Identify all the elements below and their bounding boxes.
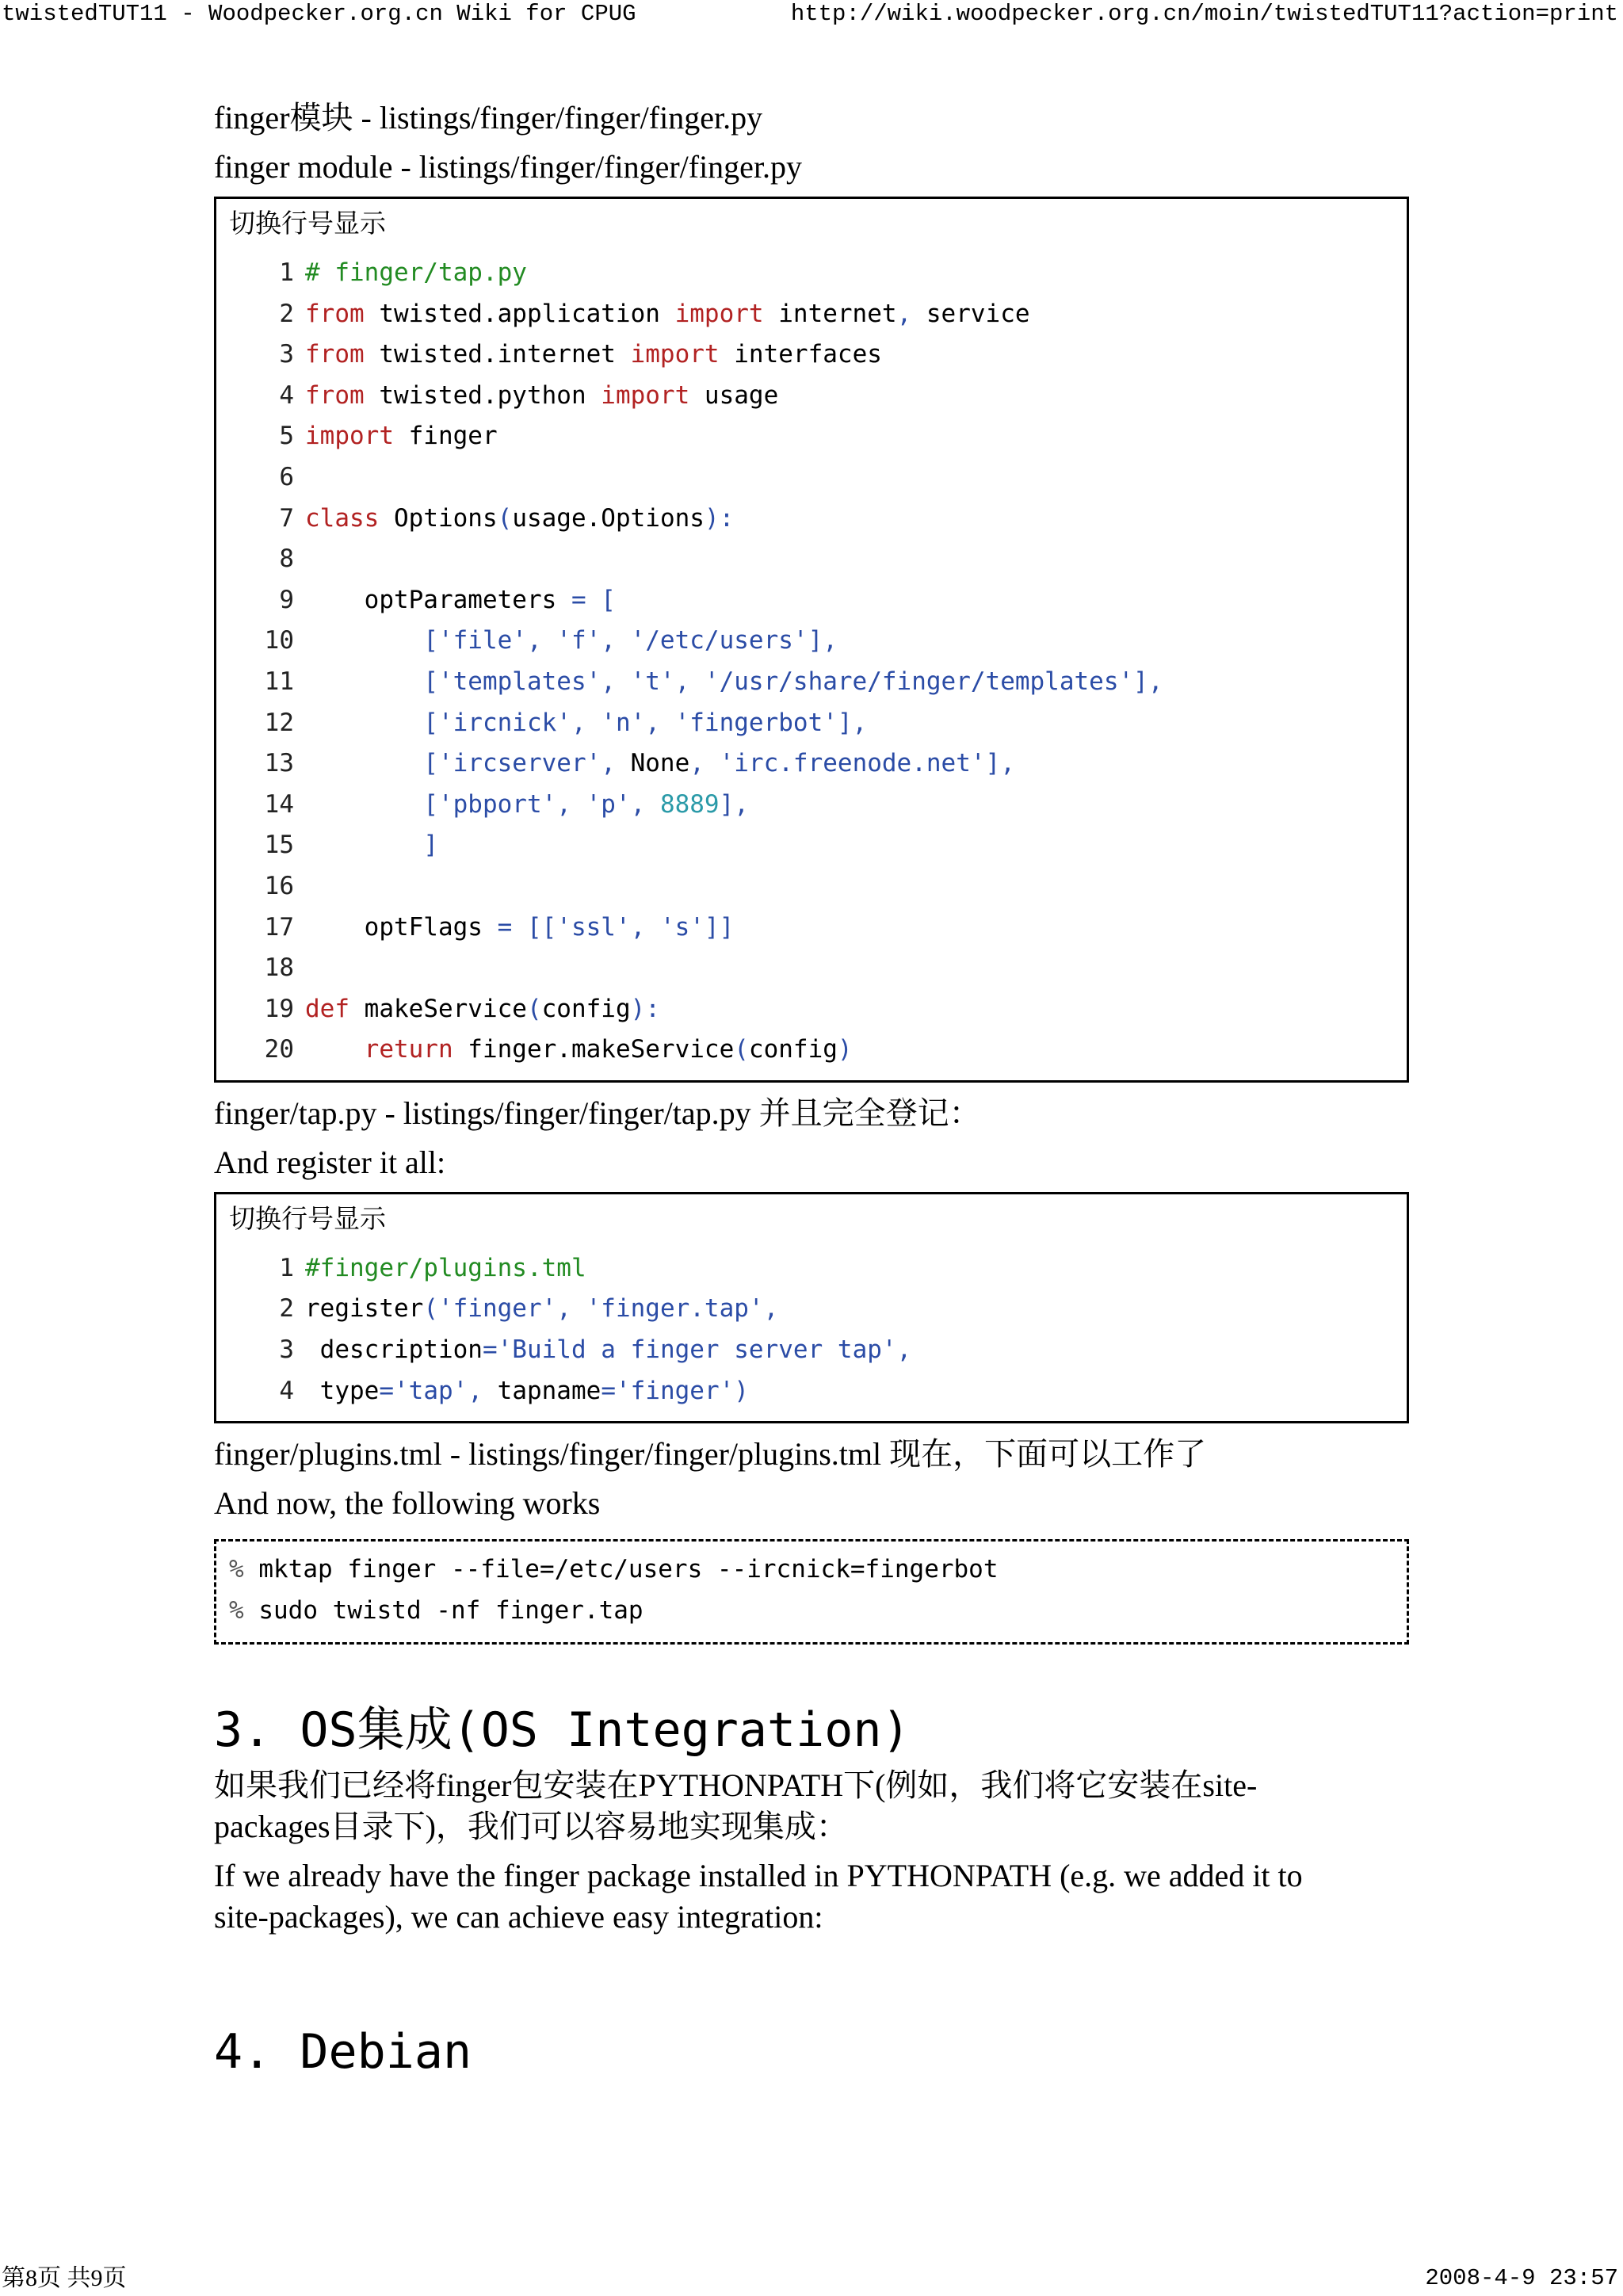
code-token: ): <box>704 503 735 533</box>
code-token: config <box>748 1035 838 1064</box>
code-token: 'finger') <box>615 1376 749 1405</box>
code-token <box>305 1035 365 1064</box>
line-number: 2 <box>279 299 294 328</box>
code-token <box>305 831 423 859</box>
code-token: = <box>601 1376 616 1405</box>
code-token: from <box>305 380 365 410</box>
code-token: usage.Options <box>512 503 705 533</box>
code-line <box>216 376 1407 417</box>
code-token: ], <box>719 789 749 819</box>
line-number: 8 <box>279 544 294 574</box>
line-number: 6 <box>279 462 294 491</box>
code-token: register <box>305 1294 424 1324</box>
line-number: 9 <box>279 585 294 614</box>
line-number: 17 <box>264 912 294 942</box>
code-line <box>216 253 1407 294</box>
line-number: 5 <box>279 422 294 451</box>
after-code1-zh: finger/tap.py - listings/finger/finger/tap.py 并且完全登记： <box>214 1095 981 1131</box>
code-token: return <box>364 1035 453 1064</box>
intro-en: finger module - listings/finger/finger/finger.py <box>214 149 803 185</box>
code-token: import <box>601 380 690 410</box>
code-token: 'finger', 'finger.tap', <box>437 1294 779 1324</box>
code-token: ( <box>497 503 513 533</box>
code-line <box>216 294 1407 335</box>
code-token: interfaces <box>719 340 882 369</box>
code-line <box>216 457 1407 499</box>
code-line <box>216 416 1407 457</box>
code-line <box>216 1030 1407 1071</box>
code-token: config <box>541 994 631 1023</box>
code-line <box>216 1371 1407 1412</box>
code-token: makeService <box>349 994 527 1023</box>
code-token: class <box>305 503 380 533</box>
line-number: 4 <box>279 380 294 410</box>
code-line <box>216 539 1407 580</box>
code-token: import <box>630 340 720 369</box>
line-number: 3 <box>279 340 294 369</box>
code-token: ['file', 'f', '/etc/users'], <box>423 626 838 655</box>
section3-zh-line2: packages目录下)，我们可以容易地实现集成： <box>214 1809 848 1845</box>
code-line <box>216 948 1407 989</box>
code-block-tap-py <box>214 197 1409 1083</box>
code-token <box>305 709 423 737</box>
code-token: = <box>379 1376 394 1405</box>
code-token: from <box>305 299 365 328</box>
code-lines <box>216 253 1407 1071</box>
code-line <box>216 703 1407 744</box>
section3-en-line2: site-packages), we can achieve easy integration: <box>214 1899 823 1935</box>
line-number: 20 <box>264 1035 294 1064</box>
after-code2-en: And now, the following works <box>214 1485 601 1522</box>
line-number: 2 <box>279 1294 294 1324</box>
code-line <box>216 334 1407 376</box>
code-token: description <box>305 1335 483 1365</box>
code-token: ['pbport', 'p', <box>423 789 660 819</box>
intro-zh: finger模块 - listings/finger/finger/finger.py <box>214 100 763 136</box>
section-heading-debian: 4. Debian <box>214 2024 472 2080</box>
code-token: = <box>482 1335 498 1365</box>
toggle-line-numbers-link[interactable]: 切换行号显示 <box>229 1205 386 1234</box>
code-token: 8889 <box>659 789 720 819</box>
code-token: # finger/tap.py <box>305 258 527 287</box>
code-line <box>216 621 1407 662</box>
code-line <box>216 662 1407 703</box>
code-line <box>216 1330 1407 1371</box>
line-number: 7 <box>279 503 294 533</box>
line-number: 16 <box>264 871 294 900</box>
page-footer-page-number: 第8页 共9页 <box>2 2265 127 2291</box>
section3-en-line1: If we already have the finger package installed in PYTHONPATH (e.g. we added it to <box>214 1858 1303 1894</box>
code-line <box>216 785 1407 826</box>
code-token: from <box>305 340 365 369</box>
code-token: ['ircnick', 'n', 'fingerbot'], <box>423 708 868 737</box>
code-line <box>216 989 1407 1030</box>
after-code1-en: And register it all: <box>214 1144 446 1180</box>
code-token: import <box>674 299 764 328</box>
line-number: 12 <box>264 708 294 737</box>
line-number: 3 <box>279 1335 294 1365</box>
code-token <box>305 626 423 655</box>
code-token: tapname <box>497 1376 601 1405</box>
code-token: , 'irc.freenode.net'], <box>689 749 1015 778</box>
code-token: def <box>305 994 349 1023</box>
code-token: twisted.internet <box>364 340 631 369</box>
code-token: None <box>630 749 690 778</box>
line-number: 13 <box>264 749 294 778</box>
code-token: ['ircserver', <box>423 749 631 778</box>
code-line <box>216 907 1407 949</box>
code-token: #finger/plugins.tml <box>305 1253 586 1282</box>
shell-line: % mktap finger --file=/etc/users --ircnick=fingerbot <box>229 1555 999 1584</box>
line-number: 10 <box>264 626 294 655</box>
code-token: import <box>305 422 394 451</box>
page-header-title: twistedTUT11 - Woodpecker.org.cn Wiki for CPUG <box>2 1 636 27</box>
code-token: = [ <box>571 585 616 614</box>
code-line <box>216 499 1407 540</box>
code-lines <box>216 1248 1407 1412</box>
code-token: usage <box>689 380 779 410</box>
code-token: 'Build a finger server tap', <box>497 1335 912 1365</box>
code-token: ['templates', 't', '/usr/share/finger/templates'], <box>423 667 1163 696</box>
code-token: twisted.python <box>364 380 601 410</box>
code-token: 'tap', <box>394 1376 498 1405</box>
document-body <box>214 94 1409 2084</box>
code-token: ( <box>526 994 542 1023</box>
line-number: 4 <box>279 1376 294 1405</box>
shell-line: % sudo twistd -nf finger.tap <box>229 1595 643 1625</box>
line-number: 11 <box>264 667 294 696</box>
code-token: = [['ssl', 's']] <box>497 912 735 942</box>
code-line <box>216 580 1407 621</box>
code-token <box>305 667 423 696</box>
code-token: , <box>896 299 912 328</box>
code-token: type <box>305 1376 380 1405</box>
code-token: ) <box>837 1035 853 1064</box>
section3-zh-line1: 如果我们已经将finger包安装在PYTHONPATH下(例如，我们将它安装在site- <box>214 1767 1258 1804</box>
code-line <box>216 866 1407 907</box>
page-header-url: http://wiki.woodpecker.org.cn/moin/twistedTUT11?action=print <box>790 1 1618 27</box>
line-number: 14 <box>264 789 294 819</box>
toggle-line-numbers-link[interactable]: 切换行号显示 <box>229 210 386 239</box>
after-code2-zh: finger/plugins.tml - listings/finger/finger/plugins.tml 现在，下面可以工作了 <box>214 1436 1207 1473</box>
page-footer-datetime: 2008-4-9 23:57 <box>1425 2265 1618 2291</box>
code-token: ( <box>734 1035 749 1064</box>
code-token: optFlags <box>305 912 498 942</box>
code-token: optParameters <box>305 585 571 614</box>
code-token: service <box>911 299 1030 328</box>
code-token: Options <box>379 503 498 533</box>
line-number: 19 <box>264 994 294 1023</box>
line-number: 15 <box>264 831 294 860</box>
code-token: ): <box>630 994 660 1023</box>
code-token <box>305 790 423 819</box>
code-token: internet <box>763 299 897 328</box>
shell-commands-block <box>214 1539 1409 1645</box>
code-token: ( <box>423 1294 438 1324</box>
line-number: 1 <box>279 1253 294 1282</box>
section-heading-os-integration: 3. OS集成(OS Integration) <box>214 1702 911 1759</box>
code-token: ] <box>423 831 438 860</box>
code-token: finger.makeService <box>453 1035 735 1064</box>
code-token: twisted.application <box>364 299 675 328</box>
code-line <box>216 825 1407 866</box>
line-number: 18 <box>264 953 294 983</box>
code-line <box>216 743 1407 785</box>
line-number: 1 <box>279 258 294 287</box>
code-line <box>216 1289 1407 1330</box>
code-token: finger <box>393 422 498 451</box>
code-token <box>305 749 423 777</box>
code-line <box>216 1248 1407 1289</box>
code-block-plugins-tml <box>214 1192 1409 1423</box>
